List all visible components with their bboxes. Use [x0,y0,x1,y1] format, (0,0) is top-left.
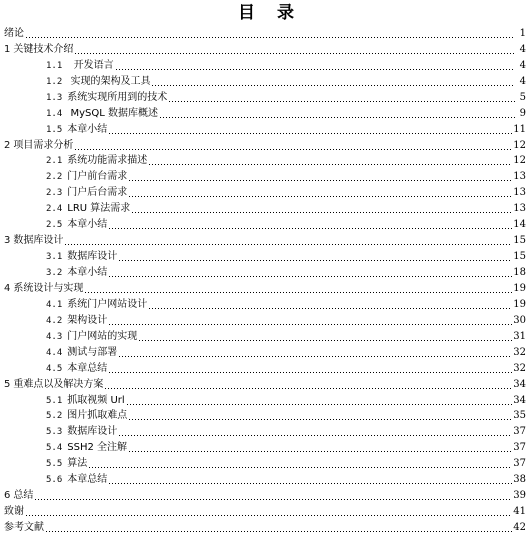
toc-section-title: 抓取视频 Url [67,394,125,406]
toc-entry[interactable] [0,295,532,311]
toc-section-number: 5.4 [46,443,63,454]
toc-entry[interactable] [0,438,532,454]
toc-section-number: 2 [4,139,11,151]
toc-section-number: 3.2 [46,268,63,278]
toc-entry[interactable] [0,502,532,518]
toc-dot-leader [118,435,512,436]
toc-dot-leader [115,69,515,70]
toc-dot-leader [126,404,513,405]
toc-entry[interactable] [0,359,532,375]
toc-section-title: 致谢 [4,506,24,518]
toc-section-number: 5.3 [46,427,63,438]
toc-list [0,24,532,534]
toc-entry-label [46,251,117,263]
toc-section-title: MySQL 数据库概述 [67,107,158,119]
toc-entry[interactable] [0,327,532,343]
toc-page-number: 38 [513,474,526,486]
toc-page-number: 15 [513,235,526,247]
toc-page-number: 15 [513,251,526,263]
toc-entry[interactable] [0,136,532,152]
toc-section-title: 门户前台需求 [67,171,128,183]
toc-section-title: 本章总结 [67,362,108,374]
toc-page-number: 13 [513,203,526,215]
toc-entry-label [46,60,114,72]
toc-entry[interactable] [0,199,532,215]
toc-page-number: 4 [519,59,526,71]
toc-entry[interactable] [0,375,532,391]
toc-entry-label [46,363,107,375]
toc-entry[interactable] [0,486,532,502]
toc-dot-leader [148,308,512,309]
toc-page-number: 37 [513,426,526,438]
toc-dot-leader [25,515,512,516]
toc-entry[interactable] [0,56,532,72]
toc-dot-leader [128,196,512,197]
toc-dot-leader [138,340,512,341]
toc-section-number: 1.1 [46,60,63,71]
toc-entry-label [4,235,63,247]
toc-dot-leader [74,53,515,54]
toc-entry[interactable] [0,183,532,199]
toc-entry-label [46,410,127,422]
toc-entry-label [46,426,117,438]
toc-entry-label [4,522,44,534]
toc-section-title: 绪论 [4,27,24,39]
toc-entry-label [4,44,73,56]
toc-dot-leader [104,388,512,389]
toc-page-number: 12 [513,155,526,167]
toc-page-number: 32 [513,362,526,374]
toc-section-number: 2.4 [46,204,63,215]
toc-section-title: 系统实现所用到的技术 [67,91,168,103]
toc-entry-label [46,155,147,167]
toc-section-title: 参考文献 [4,522,44,533]
toc-entry[interactable] [0,311,532,327]
toc-page-number: 1 [519,27,526,39]
toc-entry-label [46,92,167,104]
toc-dot-leader [25,37,515,38]
toc-section-number: 4 [4,282,11,294]
toc-section-number: 5 [4,378,11,390]
toc-section-title: 数据库设计 [13,235,64,247]
toc-dot-leader [108,372,512,373]
toc-entry-label [46,331,137,343]
toc-page-number: 42 [513,522,526,533]
toc-entry[interactable] [0,247,532,263]
toc-page-number: 37 [513,458,526,470]
toc-entry-label [46,458,87,470]
toc-entry-label [46,395,125,407]
toc-entry[interactable] [0,470,532,486]
toc-section-number: 3.1 [46,252,63,263]
toc-entry[interactable] [0,104,532,120]
toc-page-number: 14 [513,219,526,231]
toc-entry[interactable] [0,407,532,423]
toc-entry-label [46,299,147,311]
toc-section-title: 算法 [67,458,88,470]
toc-entry-label [46,267,107,279]
toc-page-number: 31 [513,330,526,342]
toc-section-title: 关键技术介绍 [13,43,74,55]
toc-entry[interactable] [0,120,532,136]
toc-section-title: 总结 [13,490,34,502]
toc-page-number: 30 [513,314,526,326]
toc-section-number: 6 [4,490,11,502]
toc-page-number: 35 [513,410,526,422]
toc-page-number: 13 [513,187,526,199]
toc-page-number: 11 [513,123,526,135]
toc-section-title: 数据库设计 [67,251,118,263]
toc-section-number: 1.2 [46,76,63,87]
toc-section-title: 本章总结 [67,474,108,486]
toc-section-number: 2.1 [46,156,63,167]
toc-section-title: 系统设计与实现 [13,282,84,294]
toc-dot-leader [108,324,512,325]
toc-entry[interactable] [0,215,532,231]
toc-entry[interactable] [0,263,532,279]
toc-dot-leader [45,531,512,532]
toc-entry-label [46,108,158,120]
toc-entry[interactable] [0,40,532,56]
toc-section-title: 架构设计 [67,314,108,326]
toc-entry[interactable] [0,72,532,88]
toc-section-title: 系统功能需求描述 [67,155,148,167]
toc-entry-label [4,379,103,391]
toc-section-title: 本章小结 [67,123,108,135]
toc-entry[interactable] [0,279,532,295]
toc-page-number: 41 [513,506,526,518]
toc-section-number: 3 [4,235,11,247]
toc-section-title: 项目需求分析 [13,139,74,151]
toc-dot-leader [88,467,512,468]
toc-section-number: 4.4 [46,347,63,358]
toc-section-number: 4.5 [46,363,63,374]
toc-dot-leader [108,483,512,484]
toc-entry[interactable] [0,454,532,470]
toc-dot-leader [108,276,512,277]
toc-page-number: 12 [513,139,526,151]
toc-entry-label [4,283,83,295]
toc-section-number: 1.4 [46,108,63,119]
toc-dot-leader [74,149,512,150]
toc-page-number: 19 [513,282,526,294]
toc-entry[interactable] [0,343,532,359]
toc-entry-label [4,28,24,40]
toc-page-number: 34 [513,394,526,406]
toc-dot-leader [128,451,512,452]
toc-entry[interactable] [0,167,532,183]
toc-page-number: 13 [513,171,526,183]
toc-entry-label [46,76,150,88]
toc-entry-label [46,219,107,231]
toc-section-number: 5.5 [46,459,63,470]
toc-section-title: 重难点以及解决方案 [13,378,104,390]
toc-section-title: 本章小结 [67,219,108,231]
toc-section-title: 实现的架构及工具 [67,75,151,87]
toc-section-number: 2.2 [46,172,63,183]
toc-page-number: 5 [519,91,526,103]
toc-entry-label [4,140,73,152]
toc-section-number: 4.3 [46,331,63,342]
toc-dot-leader [108,228,512,229]
toc-section-title: 测试与部署 [67,346,118,358]
toc-section-title: 本章小结 [67,267,108,278]
toc-page-number: 4 [519,43,526,55]
toc-page-number: 34 [513,378,526,390]
toc-section-title: LRU 算法需求 [67,203,131,215]
toc-section-number: 1.5 [46,124,63,135]
toc-entry-label [4,490,33,502]
toc-dot-leader [84,292,512,293]
toc-page-number: 9 [519,107,526,119]
toc-entry[interactable] [0,422,532,438]
toc-section-number: 4.2 [46,315,63,326]
toc-page-number: 18 [513,267,526,278]
toc-section-number: 1.3 [46,92,63,103]
toc-dot-leader [128,180,512,181]
toc-section-number: 2.5 [46,220,63,231]
toc-section-number: 4.1 [46,299,63,310]
toc-title: 目 录 [238,3,302,23]
toc-page-number: 37 [513,442,526,454]
toc-entry[interactable] [0,24,532,40]
toc-section-number: 5.2 [46,411,63,422]
toc-dot-leader [168,101,515,102]
toc-dot-leader [64,244,512,245]
toc-section-title: 图片抓取难点 [67,410,128,422]
toc-section-number: 2.3 [46,188,63,199]
toc-section-number: 5.1 [46,395,63,406]
toc-dot-leader [34,499,512,500]
toc-page-number: 39 [513,490,526,502]
toc-dot-leader [151,85,515,86]
toc-section-title: 门户网站的实现 [67,330,138,342]
toc-section-title: 开发语言 [67,59,114,71]
toc-entry-label [46,347,117,359]
toc-entry-label [46,474,107,486]
toc-entry[interactable] [0,518,532,534]
toc-dot-leader [118,356,512,357]
toc-dot-leader [118,260,512,261]
toc-entry[interactable] [0,231,532,247]
toc-section-title: SSH2 全注解 [67,442,128,454]
toc-entry-label [4,506,24,518]
toc-entry-label [46,124,107,136]
toc-page-number: 19 [513,298,526,310]
toc-dot-leader [128,419,512,420]
toc-entry[interactable] [0,88,532,104]
toc-entry[interactable] [0,391,532,407]
toc-entry-label [46,315,107,327]
toc-section-number: 5.6 [46,475,63,486]
toc-dot-leader [148,164,512,165]
toc-entry-label [46,203,130,215]
toc-section-number: 1 [4,43,11,55]
toc-entry-label [46,187,127,199]
toc-dot-leader [159,117,515,118]
toc-page-number: 32 [513,346,526,358]
toc-entry-label [46,171,127,183]
toc-section-title: 门户后台需求 [67,187,128,199]
toc-dot-leader [108,133,512,134]
toc-dot-leader [131,212,512,213]
toc-section-title: 数据库设计 [67,426,118,438]
toc-entry[interactable] [0,152,532,168]
toc-entry-label [46,442,127,454]
toc-page-number: 4 [519,75,526,87]
toc-section-title: 系统门户网站设计 [67,298,148,310]
